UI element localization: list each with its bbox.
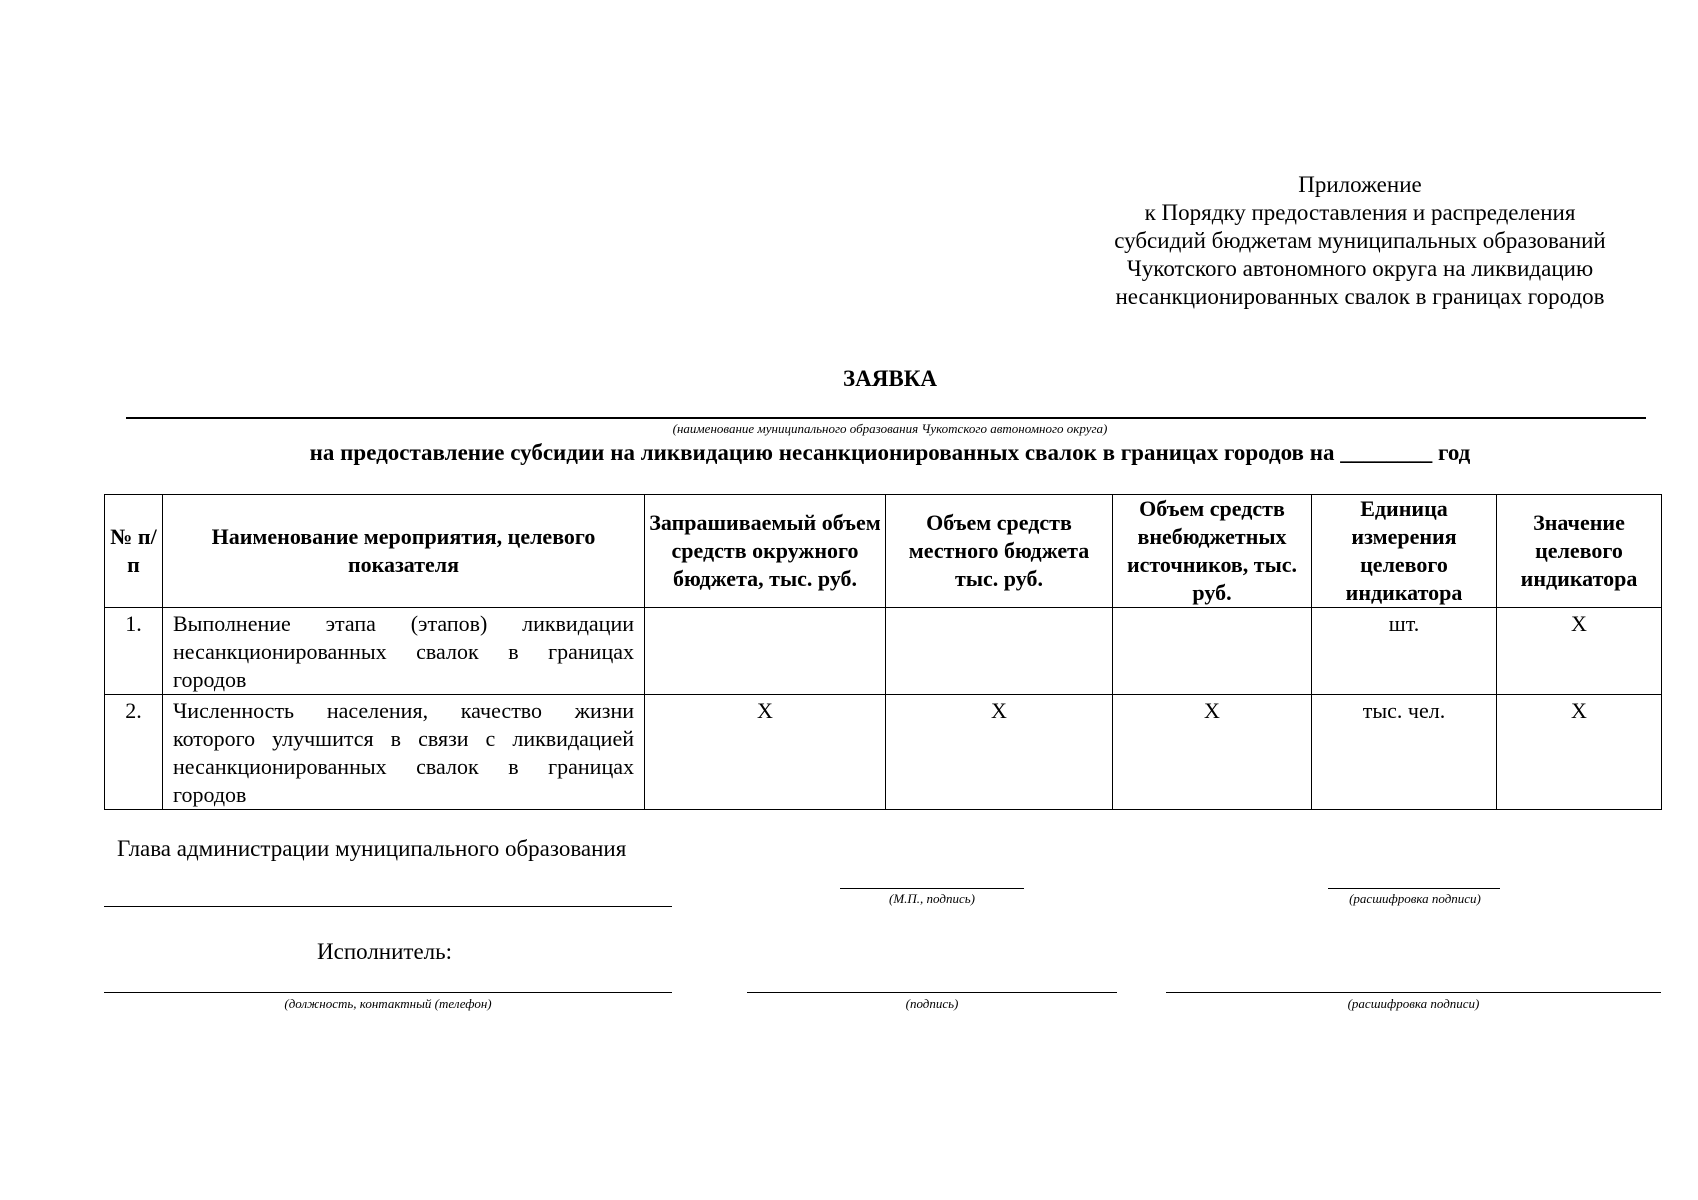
cell-extrabudget[interactable] xyxy=(1113,608,1312,695)
appendix-line: к Порядку предоставления и распределения xyxy=(1144,200,1576,225)
document-subtitle: на предоставление субсидии на ликвидацию несанкционированных свалок в границах городов на ________ год xyxy=(309,440,1471,465)
cell-unit: шт. xyxy=(1312,608,1497,695)
cell-extrabudget: X xyxy=(1113,695,1312,810)
header-extrabudget: Объем средств внебюджетных источников, тыс. руб. xyxy=(1113,495,1312,608)
executor-decode-caption: (расшифровка подписи) xyxy=(1347,996,1480,1011)
cell-district-budget: X xyxy=(645,695,886,810)
head-of-administration-label: Глава администрации муниципального образования xyxy=(117,836,627,861)
table-row xyxy=(105,695,1662,810)
cell-event-name: Выполнение этапа (этапов) ликвидации несанкционированных свалок в границах городов xyxy=(163,608,645,695)
cell-number: 2. xyxy=(105,695,163,810)
table-row xyxy=(105,608,1662,695)
request-table xyxy=(104,494,1662,810)
appendix-line: Приложение xyxy=(1298,172,1422,197)
executor-label: Исполнитель: xyxy=(317,939,453,964)
executor-signature-line[interactable] xyxy=(747,992,1117,993)
executor-position-caption: (должность, контактный (телефон) xyxy=(284,996,492,1011)
appendix-line: Чукотского автономного округа на ликвидацию xyxy=(1126,256,1594,281)
mp-signature-caption: (М.П., подпись) xyxy=(889,891,975,906)
appendix-header xyxy=(1100,171,1620,311)
cell-local-budget: X xyxy=(886,695,1113,810)
mp-signature-line[interactable] xyxy=(840,888,1024,889)
document-title: ЗАЯВКА xyxy=(843,366,937,391)
cell-district-budget[interactable] xyxy=(645,608,886,695)
cell-event-name: Численность населения, качество жизни которого улучшится в связи с ликвидацией несанкционированных свалок в границах городов xyxy=(163,695,645,810)
cell-number: 1. xyxy=(105,608,163,695)
head-signature-line[interactable] xyxy=(104,906,672,907)
header-district-budget: Запрашиваемый объем средств окружного бюджета, тыс. руб. xyxy=(645,495,886,608)
header-unit: Единица измерения целевого индикатора xyxy=(1312,495,1497,608)
cell-indicator-value: X xyxy=(1497,608,1662,695)
head-decode-caption: (расшифровка подписи) xyxy=(1349,891,1481,906)
header-event-name: Наименование мероприятия, целевого показателя xyxy=(163,495,645,608)
head-decode-line[interactable] xyxy=(1328,888,1500,889)
table-header-row xyxy=(105,495,1662,608)
municipality-fill-line[interactable] xyxy=(126,417,1646,419)
cell-local-budget[interactable] xyxy=(886,608,1113,695)
cell-indicator-value: X xyxy=(1497,695,1662,810)
executor-decode-line[interactable] xyxy=(1166,992,1661,993)
executor-position-line[interactable] xyxy=(104,992,672,993)
appendix-line: субсидий бюджетам муниципальных образований xyxy=(1114,228,1606,253)
municipality-caption: (наименование муниципального образования Чукотского автономного округа) xyxy=(672,421,1108,436)
appendix-line: несанкционированных свалок в границах городов xyxy=(1115,284,1605,309)
header-local-budget: Объем средств местного бюджета тыс. руб. xyxy=(886,495,1113,608)
header-number: № п/п xyxy=(105,495,163,608)
cell-unit: тыс. чел. xyxy=(1312,695,1497,810)
header-indicator-value: Значение целевого индикатора xyxy=(1497,495,1662,608)
executor-signature-caption: (подпись) xyxy=(905,996,959,1011)
